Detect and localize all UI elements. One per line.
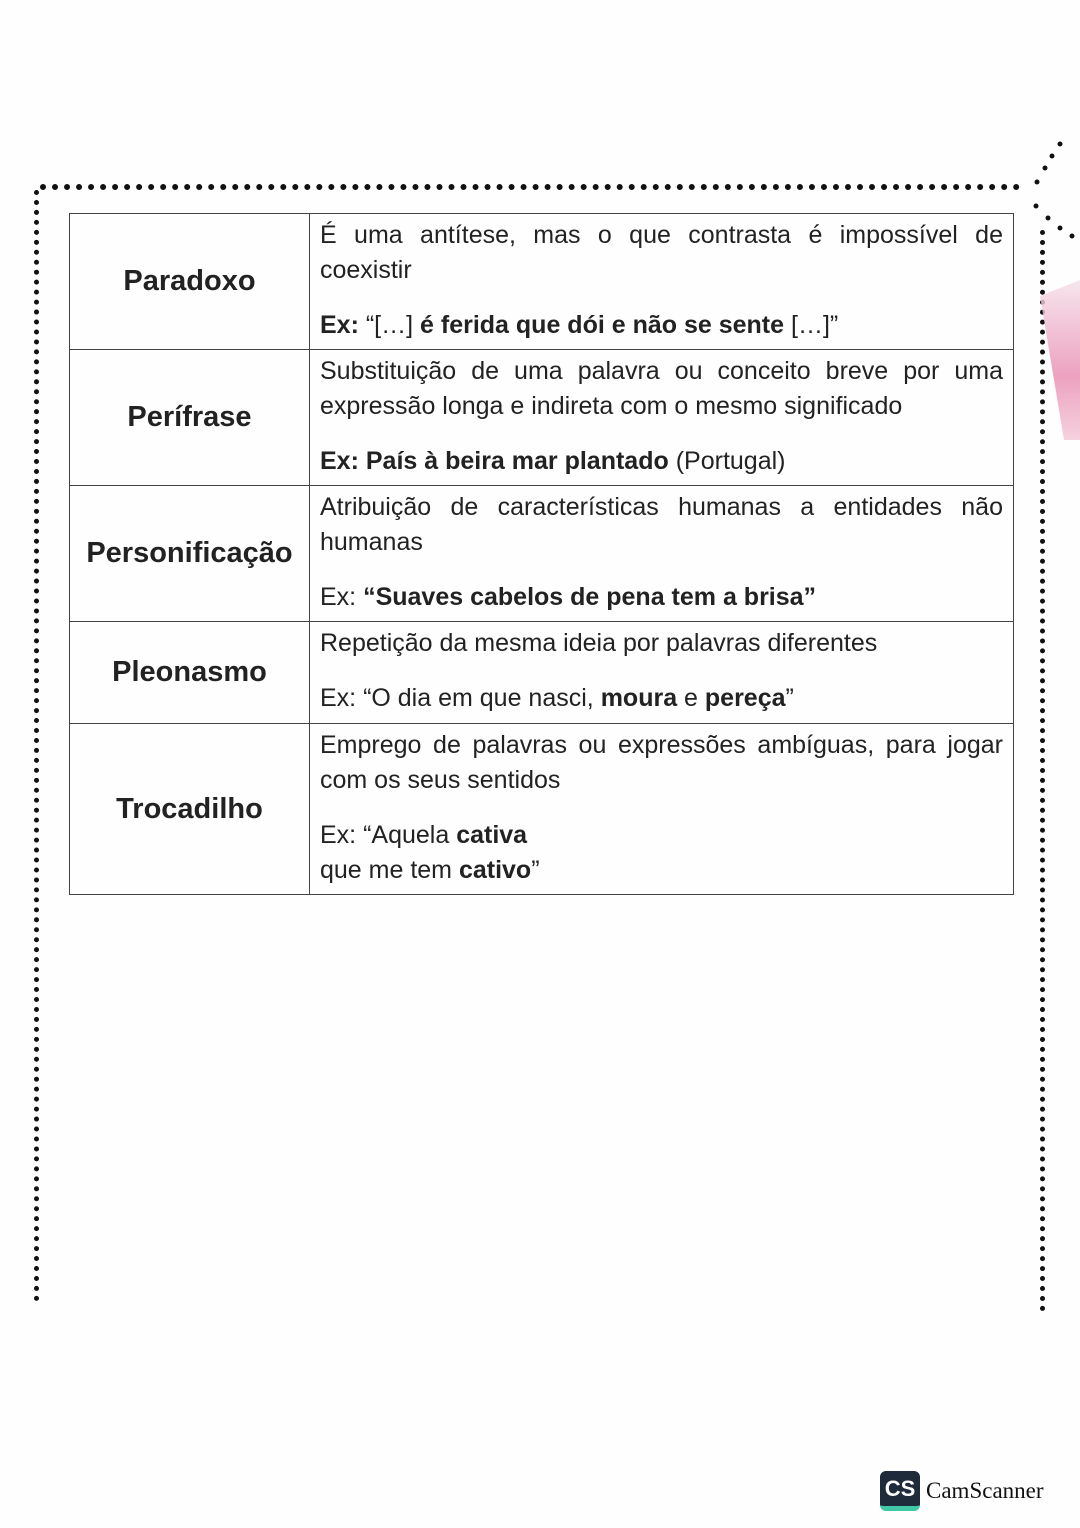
- example-text: [320, 444, 1003, 479]
- example-segment: e: [677, 684, 705, 712]
- term-cell: Personificação: [70, 486, 310, 622]
- dotted-border-top: [40, 184, 1020, 190]
- definition-cell: [310, 350, 1014, 486]
- camscanner-label: CamScanner: [926, 1478, 1044, 1503]
- term-cell: Perífrase: [70, 350, 310, 486]
- example-segment: […]”: [784, 311, 839, 339]
- table-row: [70, 486, 1014, 622]
- term-cell: Paradoxo: [70, 214, 310, 350]
- definition-text: É uma antítese, mas o que contrasta é impossível de coexistir: [320, 221, 1003, 284]
- dotted-corner: [1010, 140, 1080, 240]
- example-segment: Ex:: [320, 583, 364, 611]
- dotted-border-left: [34, 190, 39, 1302]
- example-text: [320, 818, 1003, 888]
- example-bold-segment: “Suaves cabelos de pena tem a brisa”: [363, 583, 817, 611]
- example-segment: (Portugal): [668, 447, 786, 475]
- definition-text: Atribuição de características humanas a entidades não humanas: [320, 493, 1003, 556]
- example-bold-segment: cativo: [458, 856, 532, 884]
- example-text: [320, 681, 1003, 716]
- background-photo-edge: [1040, 280, 1080, 440]
- example-segment: ”: [785, 684, 794, 712]
- example-segment: que me tem: [320, 856, 459, 884]
- example-text: [320, 308, 1003, 343]
- example-segment: Ex: “Aquela: [320, 821, 457, 849]
- example-segment: ”: [531, 856, 540, 884]
- definition-cell: [310, 486, 1014, 622]
- example-bold-segment: é ferida que dói e não se sente: [420, 311, 785, 339]
- example-segment: Ex: “O dia em que nasci,: [320, 684, 601, 712]
- table-row: [70, 214, 1014, 350]
- table-row: [70, 350, 1014, 486]
- example-text: [320, 580, 1003, 615]
- example-segment: “[…]: [365, 311, 421, 339]
- example-bold-segment: País à beira mar plantado: [365, 447, 669, 475]
- example-bold-segment: moura: [600, 684, 678, 712]
- example-bold-segment: Ex:: [320, 311, 366, 339]
- example-bold-segment: cativa: [456, 821, 528, 849]
- example-bold-segment: pereça: [704, 684, 786, 712]
- table-row: [70, 724, 1014, 895]
- table-row: [70, 622, 1014, 724]
- term-cell: Pleonasmo: [70, 622, 310, 724]
- camscanner-watermark: [880, 1471, 1044, 1511]
- definition-cell: [310, 214, 1014, 350]
- camscanner-logo-icon: CS: [880, 1471, 920, 1511]
- definition-cell: [310, 724, 1014, 895]
- definition-text: Substituição de uma palavra ou conceito breve por uma expressão longa e indireta com o mesmo significado: [320, 357, 1003, 420]
- term-cell: Trocadilho: [70, 724, 310, 895]
- figures-of-speech-table: [69, 213, 1014, 895]
- dotted-border-right: [1040, 230, 1045, 1312]
- definition-text: Repetição da mesma ideia por palavras diferentes: [320, 629, 878, 657]
- example-bold-segment: Ex:: [320, 447, 366, 475]
- definition-cell: [310, 622, 1014, 724]
- definition-text: Emprego de palavras ou expressões ambíguas, para jogar com os seus sentidos: [320, 731, 1003, 794]
